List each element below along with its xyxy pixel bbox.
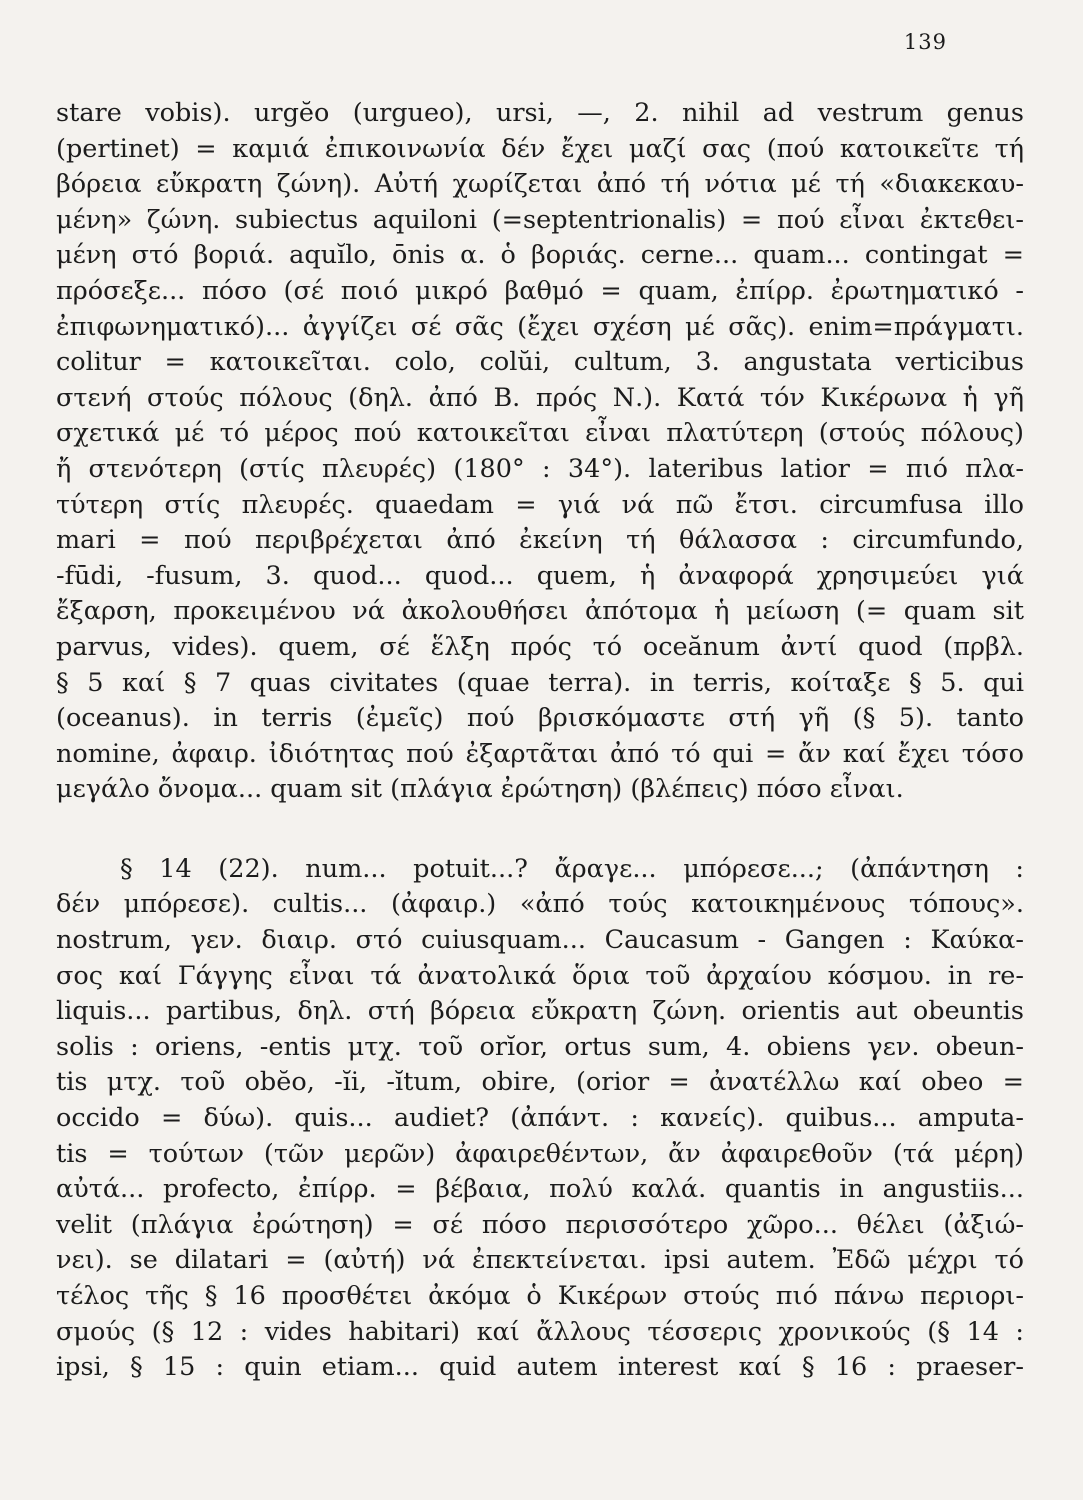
text-line: tis = τούτων (τῶν μερῶν) ἀφαιρεθέντων, ἄν ἀφαιρεθοῦν (τά μέρη) xyxy=(56,1138,1024,1169)
text-line: μένη» ζώνη. subiectus aquiloni (=septentrionalis) = πού εἶναι ἐκτεθει- xyxy=(56,204,1024,235)
text-line: αὐτά... profecto, ἐπίρρ. = βέβαια, πολύ καλά. quantis in angustiis... xyxy=(56,1174,1024,1205)
text-line: ἐπιφωνηματικό)... ἀγγίζει σέ σᾶς (ἔχει σχέση μέ σᾶς). enim=πράγματι. xyxy=(56,311,1024,342)
text-line: νει). se dilatari = (αὐτή) νά ἐπεκτείνεται. ipsi autem. Ἐδῶ μέχρι τό xyxy=(56,1245,1024,1276)
text-line: ἤ στενότερη (στίς πλευρές) (180° : 34°). lateribus latior = πιό πλα- xyxy=(56,453,1024,484)
text-line: tis μτχ. τοῦ obĕo, -ĭi, -ĭtum, obire, (orior = ἀνατέλλω καί obeo = xyxy=(56,1067,1024,1098)
text-line: σμούς (§ 12 : vides habitari) καί ἄλλους τέσσερις χρονικούς (§ 14 : xyxy=(56,1316,1024,1347)
text-line: σος καί Γάγγης εἶναι τά ἀνατολικά ὅρια τοῦ ἀρχαίου κόσμου. in re- xyxy=(56,960,1024,991)
text-line: colitur = κατοικεῖται. colo, colŭi, cultum, 3. angustata verticibus xyxy=(56,347,1024,378)
text-line: μένη στό βοριά. aquĭlo, ōnis α. ὁ βοριάς. cerne... quam... contingat = xyxy=(56,240,1024,271)
text-line: σχετικά μέ τό μέρος πού κατοικεῖται εἶναι πλατύτερη (στούς πόλους) xyxy=(56,418,1024,449)
text-line: (oceanus). in terris (ἐμεῖς) πού βρισκόμαστε στή γῆ (§ 5). tanto xyxy=(56,703,1024,734)
paragraph-2 xyxy=(56,852,1024,1386)
text-line: πρόσεξε... πόσο (σέ ποιό μικρό βαθμό = quam, ἐπίρρ. ἐρωτηματικό - xyxy=(56,275,1024,306)
text-line: nomine, ἀφαιρ. ἰδιότητας πού ἐξαρτᾶται ἀπό τό qui = ἄν καί ἔχει τόσο xyxy=(56,738,1024,769)
text-line: στενή στούς πόλους (δηλ. ἀπό Β. πρός Ν.). Κατά τόν Κικέρωνα ἡ γῆ xyxy=(56,382,1024,413)
text-line: occido = δύω). quis... audiet? (ἀπάντ. : κανείς). quibus... amputa- xyxy=(56,1103,1024,1134)
page-number: 139 xyxy=(903,30,947,54)
text-line: nostrum, γεν. διαιρ. στό cuiusquam... Caucasum - Gangen : Καύκα- xyxy=(56,925,1024,956)
text-line: liquis... partibus, δηλ. στή βόρεια εὔκρατη ζώνη. orientis aut obeuntis xyxy=(56,996,1024,1027)
text-line: stare vobis). urgĕo (urgueo), ursi, —, 2. nihil ad vestrum genus xyxy=(56,98,1024,128)
text-line: βόρεια εὔκρατη ζώνη). Αὐτή χωρίζεται ἀπό τή νότια μέ τή «διακεκαυ- xyxy=(56,169,1024,200)
text-line: § 5 καί § 7 quas civitates (quae terra). in terris, κοίταξε § 5. qui xyxy=(56,667,1024,698)
text-line: -fūdi, -fusum, 3. quod... quod... quem, ἡ ἀναφορά χρησιμεύει γιά xyxy=(56,560,1024,591)
paragraph-1 xyxy=(56,96,1024,808)
text-line: § 14 (22). num... potuit...? ἄραγε... μπόρεσε...; (ἀπάντηση : xyxy=(120,853,1024,884)
text-line: δέν μπόρεσε). cultis... (ἀφαιρ.) «ἀπό τούς κατοικημένους τόπους». xyxy=(56,889,1024,920)
text-line: parvus, vides). quem, σέ ἕλξη πρός τό oceănum ἀντί quod (πρβλ. xyxy=(56,631,1024,662)
commentary-text xyxy=(56,96,1024,1386)
text-line: ipsi, § 15 : quin etiam... quid autem interest καί § 16 : praeser- xyxy=(56,1352,1024,1383)
text-line: τέλος τῆς § 16 προσθέτει ἀκόμα ὁ Κικέρων στούς πιό πάνω περιορι- xyxy=(56,1281,1024,1311)
text-line: τύτερη στίς πλευρές. quaedam = γιά νά πῶ ἔτσι. circumfusa illo xyxy=(56,489,1024,520)
text-line: velit (πλάγια ἐρώτηση) = σέ πόσο περισσότερο χῶρο... θέλει (ἀξιώ- xyxy=(56,1209,1024,1240)
text-line: solis : oriens, -entis μτχ. τοῦ orĭor, ortus sum, 4. obiens γεν. obeun- xyxy=(56,1031,1024,1062)
text-line: μεγάλο ὄνομα... quam sit (πλάγια ἐρώτηση) (βλέπεις) πόσο εἶναι. xyxy=(56,774,904,805)
text-line: mari = πού περιβρέχεται ἀπό ἐκείνη τή θάλασσα : circumfundo, xyxy=(56,525,1024,556)
text-line: (pertinet) = καμιά ἐπικοινωνία δέν ἔχει μαζί σας (πού κατοικεῖτε τή xyxy=(56,133,1024,164)
text-line: ἔξαρση, προκειμένου νά ἀκολουθήσει ἀπότομα ἡ μείωση (= quam sit xyxy=(56,596,1024,627)
